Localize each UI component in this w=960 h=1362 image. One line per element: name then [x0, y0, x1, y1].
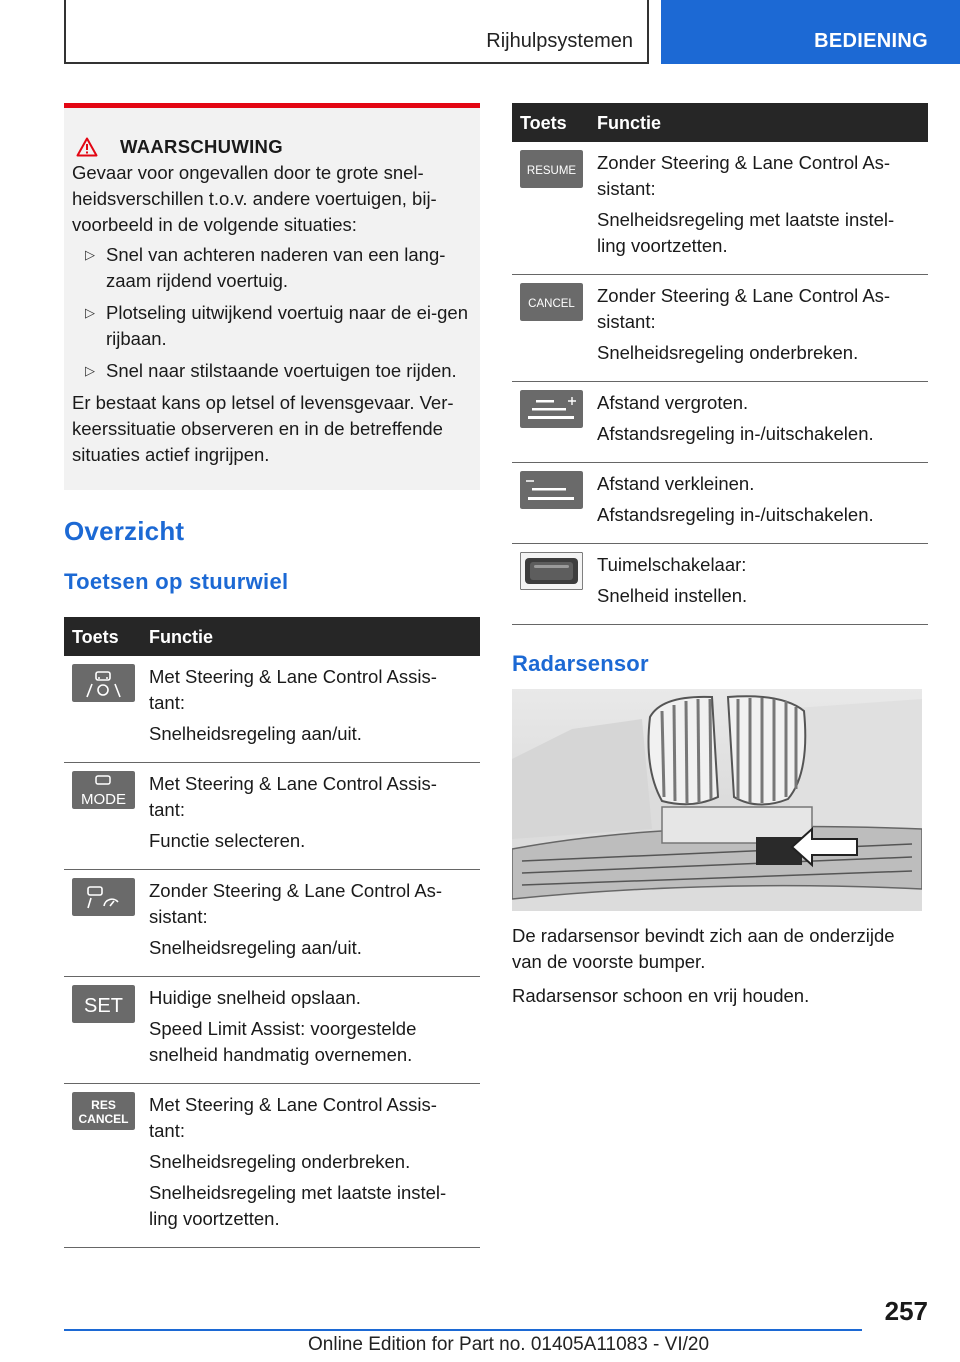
table-row: RESUME Zonder Steering & Lane Control As-sistant: Snelheidsregeling met laatste instel-ling voortzetten. — [512, 142, 928, 275]
bullet-triangle-icon: ▷ — [85, 363, 95, 378]
edition-note: Online Edition for Part no. 01405A11083 - VI/20 — [308, 1334, 710, 1355]
svg-text:CANCEL: CANCEL — [78, 1112, 129, 1126]
chapter-title: Rijhulpsystemen — [486, 30, 633, 52]
warning-outro: Er bestaat kans op letsel of levensgevaar. Ver-keerssituatie observeren en in de betreffende situaties actief ingrijpen. — [72, 392, 454, 465]
resume-button-icon — [520, 150, 583, 188]
column-header-key: Toets — [512, 103, 589, 142]
table-row: MODE Met Steering & Lane Control Assis-tant: Functie selecteren. — [64, 763, 480, 870]
steering-assist-icon — [72, 664, 135, 702]
table-row: SET Huidige snelheid opslaan. Speed Limit Assist: voorgestelde snelheid handmatig overnemen. — [64, 977, 480, 1084]
radar-sensor-photo — [512, 689, 922, 911]
warning-triangle-icon — [76, 137, 98, 157]
table-row: Afstand vergroten. Afstandsregeling in-/uitschakelen. — [512, 382, 928, 463]
column-header-function: Functie — [589, 103, 928, 142]
svg-text:CANCEL: CANCEL — [528, 298, 575, 310]
section-title: BEDIENING — [814, 30, 928, 52]
bullet-triangle-icon: ▷ — [85, 247, 95, 262]
chapter-header — [64, 0, 649, 64]
steering-keys-table — [64, 617, 480, 1248]
svg-text:SET: SET — [84, 995, 123, 1017]
steering-keys-table-continued — [512, 103, 928, 625]
overview-heading: Overzicht — [64, 516, 185, 546]
cancel-button-icon — [520, 283, 583, 321]
mode-button-icon — [72, 771, 135, 809]
radar-heading: Radarsensor — [512, 651, 649, 676]
warning-list — [72, 242, 472, 384]
set-button-icon — [72, 985, 135, 1023]
table-row: RES CANCEL Met Steering & Lane Control Assis-tant: Snelheidsregeling onderbreken. Snelheidsregeling met laatste instel-ling voortzetten. — [64, 1084, 480, 1248]
warning-box — [64, 103, 480, 490]
list-item: ▷ Plotseling uitwijkend voertuig naar de ei-gen rijbaan. — [85, 302, 468, 349]
footer-divider — [64, 1329, 862, 1331]
radar-paragraph: De radarsensor bevindt zich aan de onderzijde van de voorste bumper. — [512, 925, 895, 972]
distance-decrease-icon — [520, 471, 583, 509]
right-column — [512, 103, 928, 1009]
table-header-row — [512, 103, 928, 142]
list-item: ▷ Snel naar stilstaande voertuigen toe rijden. — [72, 358, 472, 384]
table-row: CANCEL Zonder Steering & Lane Control As-sistant: Snelheidsregeling onderbreken. — [512, 275, 928, 382]
res-cancel-button-icon — [72, 1092, 135, 1130]
table-row: Tuimelschakelaar: Snelheid instellen. — [512, 544, 928, 625]
svg-text:RES: RES — [91, 1098, 116, 1112]
warning-intro: Gevaar voor ongevallen door te grote snel-heidsverschillen t.o.v. andere voertuigen, bij-voorbeeld in de volgende situaties: — [72, 162, 437, 235]
distance-increase-icon — [520, 390, 583, 428]
rocker-switch-icon — [520, 552, 583, 590]
cruise-control-icon — [72, 878, 135, 916]
warning-title: WAARSCHUWING — [120, 136, 283, 157]
left-column — [64, 103, 480, 1248]
list-item: ▷ Snel van achteren naderen van een lang-zaam rijdend voertuig. — [85, 244, 446, 291]
svg-text:MODE: MODE — [81, 791, 126, 808]
column-header-key: Toets — [64, 617, 141, 656]
column-header-function: Functie — [141, 617, 480, 656]
section-tab[interactable] — [661, 0, 960, 64]
table-row: Met Steering & Lane Control Assis-tant: Snelheidsregeling aan/uit. — [64, 656, 480, 763]
table-header-row — [64, 617, 480, 656]
table-row: Afstand verkleinen. Afstandsregeling in-/uitschakelen. — [512, 463, 928, 544]
page-number: 257 — [884, 1296, 928, 1326]
bullet-triangle-icon: ▷ — [85, 305, 95, 320]
radar-paragraph: Radarsensor schoon en vrij houden. — [512, 985, 810, 1006]
steering-keys-heading: Toetsen op stuurwiel — [64, 569, 289, 594]
svg-text:RESUME: RESUME — [526, 165, 577, 177]
warning-heading — [76, 134, 472, 160]
table-row: Zonder Steering & Lane Control As-sistant: Snelheidsregeling aan/uit. — [64, 870, 480, 977]
